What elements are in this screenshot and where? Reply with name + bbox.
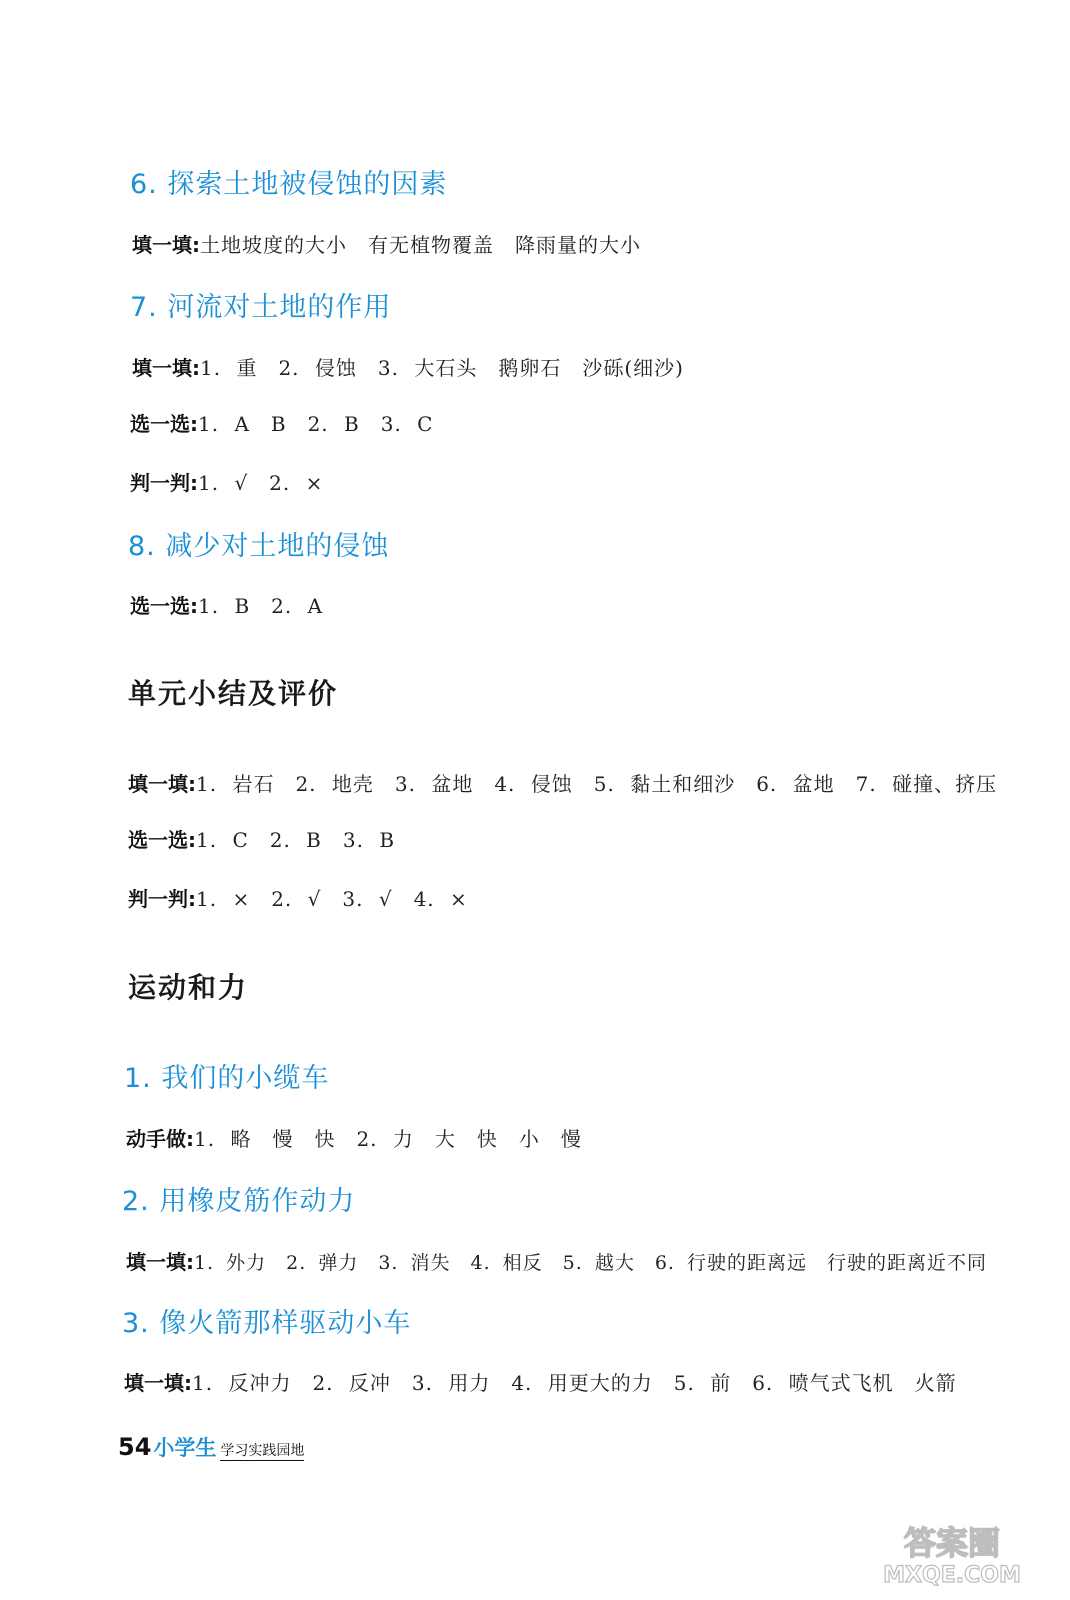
watermark-icon [852, 1520, 1052, 1588]
answer-row [130, 408, 433, 437]
section-title: 2. 用橡皮筋作动力 [122, 1186, 356, 1217]
page-footer [118, 1432, 304, 1462]
answer-row [132, 229, 641, 258]
answer-row [130, 467, 323, 496]
svg-text:MXQE.COM: MXQE.COM [883, 1563, 1021, 1588]
answer-row [132, 352, 684, 381]
answer-label: 选一选: [128, 828, 196, 852]
answer-text: 1. C 2. B 3. B [196, 828, 396, 852]
answer-text: 1. 外力 2. 弹力 3. 消失 4. 相反 5. 越大 6. 行驶的距离远 行驶的距离近不同 [194, 1252, 988, 1274]
brand-name: 小学生 [153, 1436, 217, 1460]
answer-label: 填一填: [124, 1371, 192, 1395]
answer-text: 1. A B 2. B 3. C [198, 412, 434, 436]
unit-title: 单元小结及评价 [128, 677, 339, 710]
watermark-logo [852, 1520, 1052, 1588]
answer-label: 填一填: [128, 772, 196, 796]
answer-row [130, 590, 323, 619]
answer-label: 判一判: [128, 887, 196, 911]
answer-row [128, 768, 997, 797]
answer-row [128, 824, 395, 853]
unit-title: 运动和力 [128, 971, 249, 1004]
section-title: 6. 探索土地被侵蚀的因素 [130, 169, 448, 200]
answer-text: 土地坡度的大小 有无植物覆盖 降雨量的大小 [200, 233, 641, 257]
answer-text: 1. 略 慢 快 2. 力 大 快 小 慢 [194, 1127, 582, 1151]
svg-text:答案圈: 答案圈 [903, 1524, 1001, 1562]
answer-row [126, 1123, 582, 1152]
section-title: 7. 河流对土地的作用 [130, 292, 392, 323]
section-title: 8. 减少对土地的侵蚀 [128, 531, 390, 562]
answer-text: 1. 反冲力 2. 反冲 3. 用力 4. 用更大的力 5. 前 6. 喷气式飞机 火箭 [192, 1371, 957, 1395]
answer-text: 1. 重 2. 侵蚀 3. 大石头 鹅卵石 沙砾(细沙) [200, 356, 684, 380]
answer-label: 选一选: [130, 412, 198, 436]
page-number: 54 [118, 1433, 152, 1461]
answer-label: 判一判: [130, 471, 198, 495]
section-title: 3. 像火箭那样驱动小车 [122, 1308, 412, 1339]
answer-label: 填一填: [126, 1250, 194, 1274]
answer-row [124, 1367, 957, 1396]
section-title: 1. 我们的小缆车 [124, 1063, 330, 1094]
answer-label: 选一选: [130, 594, 198, 618]
answer-label: 填一填: [132, 233, 200, 257]
answer-text: 1. × 2. √ 3. √ 4. × [196, 887, 468, 911]
answer-text: 1. B 2. A [198, 594, 324, 618]
answer-label: 填一填: [132, 356, 200, 380]
answer-row [126, 1246, 987, 1275]
answer-label: 动手做: [126, 1127, 194, 1151]
answer-text: 1. 岩石 2. 地壳 3. 盆地 4. 侵蚀 5. 黏土和细沙 6. 盆地 7. 碰撞、挤压 [196, 772, 998, 796]
answer-text: 1. √ 2. × [198, 471, 324, 495]
brand-subtitle: 学习实践园地 [220, 1443, 305, 1459]
answer-row [128, 883, 468, 912]
